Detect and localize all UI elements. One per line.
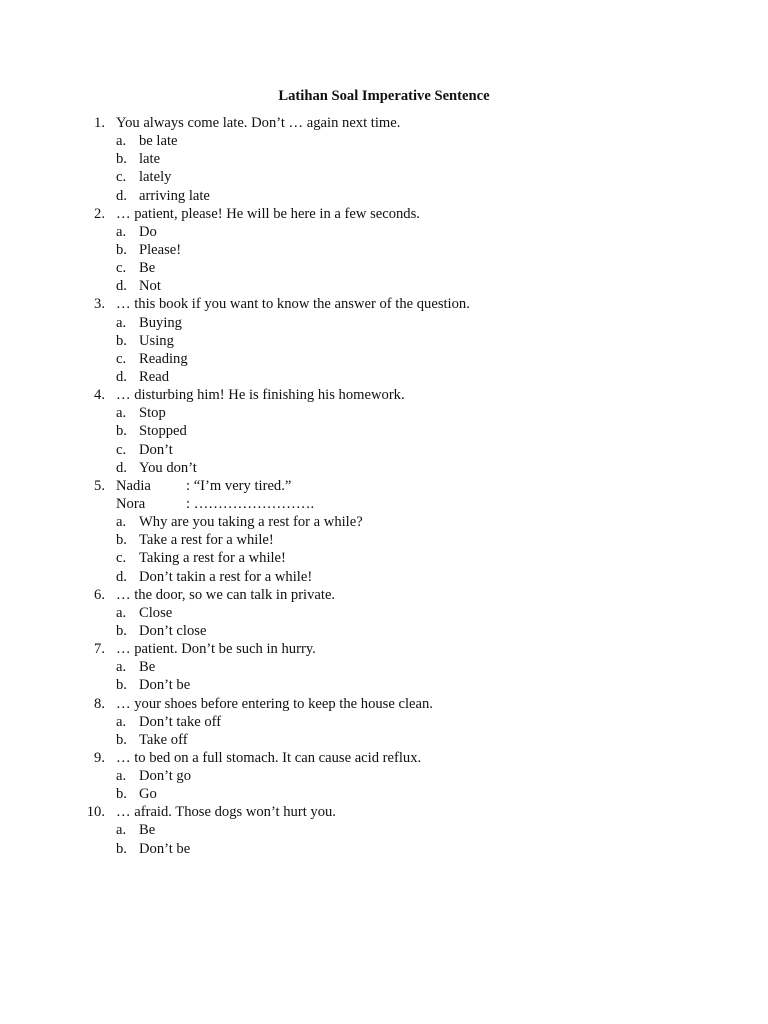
- question-number: 10.: [86, 804, 105, 821]
- option-row: [0, 168, 768, 186]
- option-letter: d.: [116, 187, 127, 204]
- option-letter: b.: [116, 622, 127, 639]
- question-text: You always come late. Don’t … again next time.: [116, 115, 401, 131]
- dialogue-speaker: Nadia: [116, 477, 151, 494]
- option-letter: b.: [116, 731, 127, 748]
- question-text: … patient. Don’t be such in hurry.: [116, 641, 316, 658]
- option-text: Stop: [139, 405, 166, 422]
- option-row: [0, 531, 768, 549]
- question-row: [0, 695, 768, 713]
- option-letter: b.: [116, 786, 127, 803]
- option-text: Go: [139, 786, 157, 803]
- option-row: [0, 549, 768, 567]
- question-text: … to bed on a full stomach. It can cause acid reflux.: [116, 749, 422, 766]
- option-letter: d.: [116, 278, 127, 295]
- option-row: [0, 259, 768, 277]
- option-text: Why are you taking a rest for a while?: [139, 514, 363, 531]
- option-text: Take off: [139, 731, 188, 748]
- question-text: … the door, so we can talk in private.: [116, 586, 336, 603]
- option-row: [0, 568, 768, 586]
- option-row: [0, 441, 768, 459]
- option-letter: c.: [116, 441, 127, 458]
- question-row: [0, 477, 768, 495]
- option-letter: a.: [116, 659, 127, 676]
- option-letter: b.: [116, 677, 127, 694]
- option-text: be late: [139, 133, 178, 150]
- option-row: [0, 821, 768, 839]
- question-number: 7.: [94, 641, 105, 658]
- question-row: [0, 386, 768, 404]
- option-letter: a.: [116, 223, 127, 240]
- option-row: [0, 241, 768, 259]
- option-text: Don’t close: [139, 622, 207, 639]
- option-row: [0, 513, 768, 531]
- question-row: [0, 640, 768, 658]
- question-row: [0, 205, 768, 223]
- option-letter: b.: [116, 423, 127, 440]
- dialogue-speaker: Nora: [116, 495, 146, 512]
- dialogue-row: [0, 495, 768, 513]
- option-row: [0, 840, 768, 858]
- option-row: [0, 132, 768, 150]
- question-row: [0, 295, 768, 313]
- option-row: [0, 150, 768, 168]
- option-text: Be: [139, 822, 156, 839]
- option-text: Please!: [139, 241, 182, 258]
- option-text: Be: [139, 659, 156, 676]
- question-number: 3.: [94, 296, 105, 313]
- option-text: Stopped: [139, 423, 187, 440]
- option-row: [0, 314, 768, 332]
- option-letter: b.: [116, 840, 127, 857]
- document-title: Latihan Soal Imperative Sentence: [278, 88, 490, 104]
- option-row: [0, 713, 768, 731]
- option-letter: c.: [116, 350, 127, 367]
- option-row: [0, 404, 768, 422]
- option-text: Using: [139, 332, 174, 349]
- option-text: Don’t take off: [139, 713, 222, 730]
- option-row: [0, 350, 768, 368]
- option-text: Be: [139, 260, 156, 277]
- question-row: [0, 749, 768, 767]
- option-letter: a.: [116, 514, 127, 531]
- option-letter: c.: [116, 260, 127, 277]
- option-text: Don’t takin a rest for a while!: [139, 568, 313, 585]
- option-row: [0, 604, 768, 622]
- option-row: [0, 368, 768, 386]
- option-text: Not: [139, 278, 161, 295]
- option-text: Close: [139, 604, 173, 621]
- option-letter: a.: [116, 768, 127, 785]
- option-row: [0, 622, 768, 640]
- option-letter: b.: [116, 151, 127, 168]
- question-text: … patient, please! He will be here in a few seconds.: [116, 205, 420, 222]
- option-row: [0, 277, 768, 295]
- option-text: Do: [139, 223, 157, 240]
- question-number: 6.: [94, 586, 105, 603]
- question-text: … this book if you want to know the answer of the question.: [116, 296, 470, 313]
- option-text: Take a rest for a while!: [139, 532, 274, 549]
- question-text: … disturbing him! He is finishing his homework.: [116, 387, 405, 404]
- option-row: [0, 422, 768, 440]
- option-text: Don’t go: [139, 768, 192, 785]
- question-text: … afraid. Those dogs won’t hurt you.: [116, 804, 336, 821]
- question-number: 4.: [94, 387, 105, 404]
- option-letter: a.: [116, 405, 127, 422]
- option-letter: a.: [116, 713, 127, 730]
- option-row: [0, 187, 768, 205]
- option-letter: a.: [116, 133, 127, 150]
- option-row: [0, 658, 768, 676]
- option-text: late: [139, 151, 161, 168]
- question-number: 9.: [94, 749, 105, 766]
- option-row: [0, 223, 768, 241]
- question-number: 1.: [94, 115, 105, 131]
- option-letter: b.: [116, 532, 127, 549]
- option-text: Don’t be: [139, 840, 191, 857]
- option-text: Buying: [139, 314, 182, 331]
- option-letter: b.: [116, 241, 127, 258]
- option-text: arriving late: [139, 187, 210, 204]
- dialogue-line: : “I’m very tired.”: [186, 477, 292, 494]
- option-letter: a.: [116, 604, 127, 621]
- dialogue-line: : …………………….: [186, 495, 315, 512]
- question-row: [0, 114, 768, 132]
- option-letter: c.: [116, 169, 127, 186]
- option-text: Read: [139, 368, 169, 385]
- question-row: [0, 586, 768, 604]
- option-letter: a.: [116, 314, 127, 331]
- option-text: Reading: [139, 350, 188, 367]
- option-row: [0, 767, 768, 785]
- question-text: … your shoes before entering to keep the house clean.: [116, 695, 433, 712]
- option-row: [0, 785, 768, 803]
- question-number: 5.: [94, 477, 105, 494]
- option-text: lately: [139, 169, 172, 186]
- option-letter: c.: [116, 550, 127, 567]
- option-row: [0, 332, 768, 350]
- question-list: [0, 114, 768, 858]
- option-letter: d.: [116, 568, 127, 585]
- option-text: Don’t: [139, 441, 173, 458]
- option-text: Don’t be: [139, 677, 191, 694]
- question-row: [0, 803, 768, 821]
- option-letter: b.: [116, 332, 127, 349]
- option-text: Taking a rest for a while!: [139, 550, 286, 567]
- option-text: You don’t: [139, 459, 197, 476]
- question-number: 2.: [94, 205, 105, 222]
- option-letter: d.: [116, 459, 127, 476]
- question-number: 8.: [94, 695, 105, 712]
- option-row: [0, 731, 768, 749]
- option-letter: a.: [116, 822, 127, 839]
- option-row: [0, 459, 768, 477]
- option-row: [0, 676, 768, 694]
- option-letter: d.: [116, 368, 127, 385]
